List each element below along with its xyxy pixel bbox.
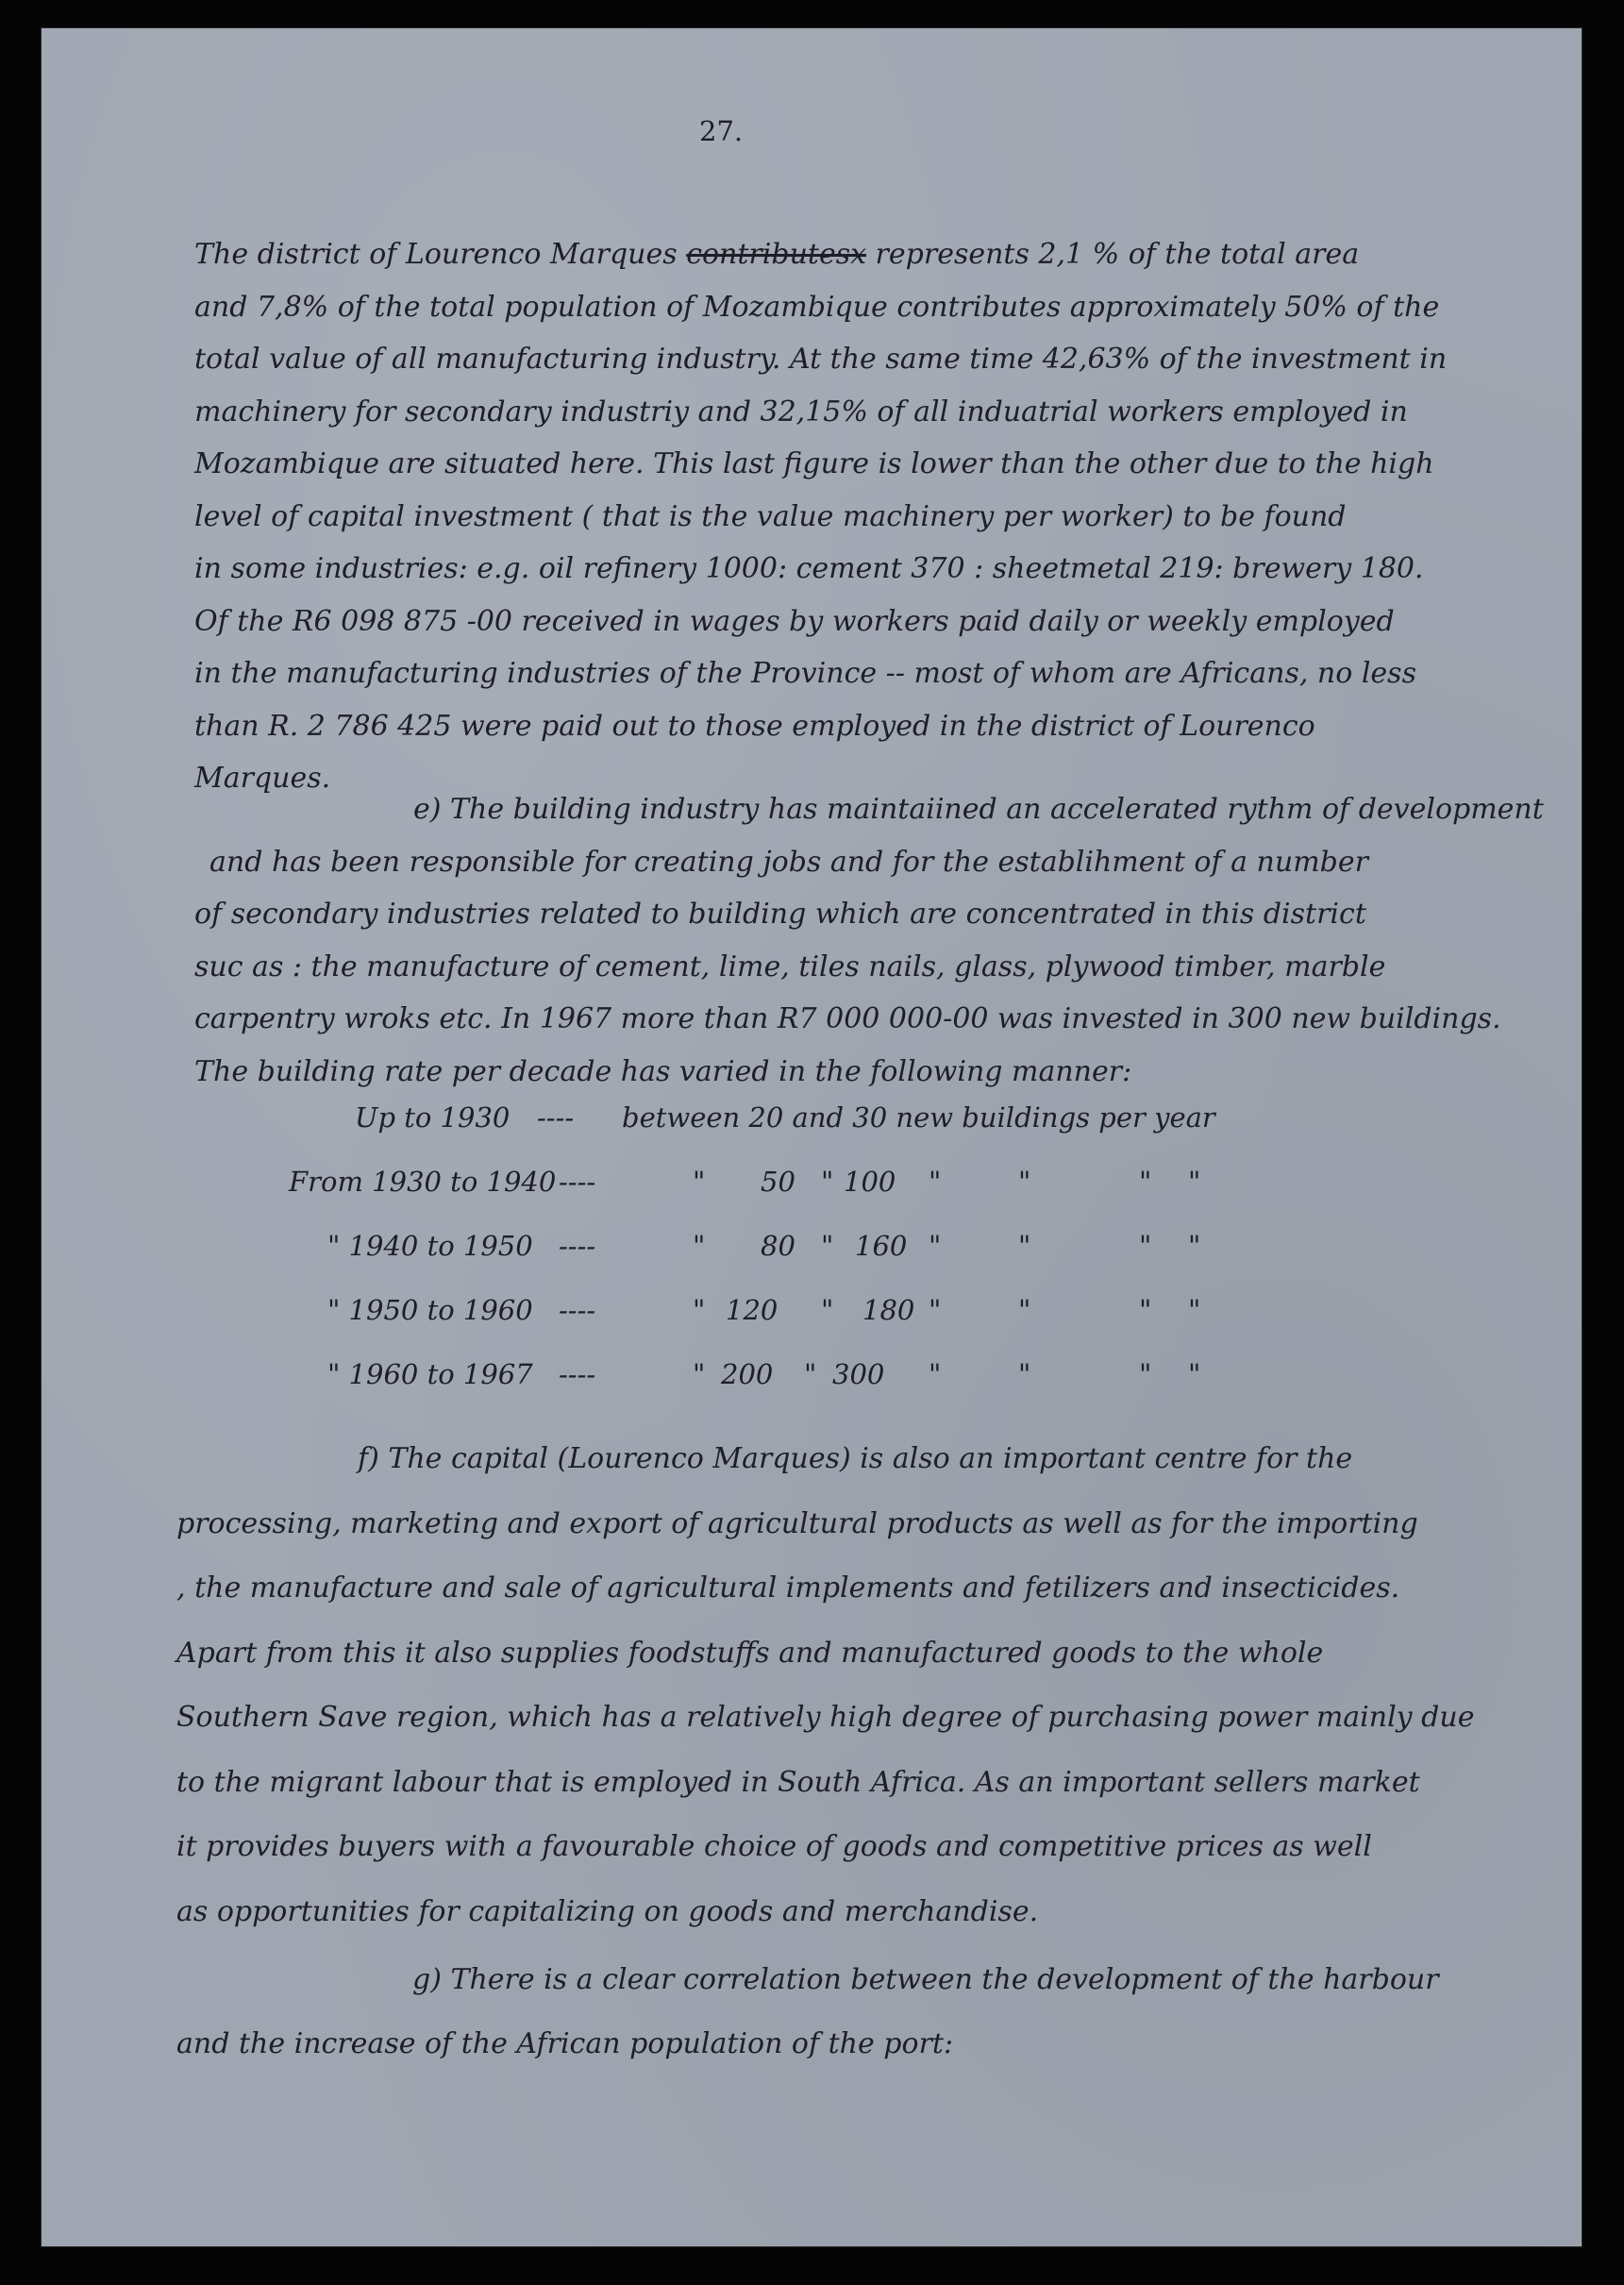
- ditto-mark: ": [1139, 1230, 1152, 1262]
- text-line: as opportunities for capitalizing on goods and merchandise.: [176, 1894, 1039, 1928]
- ditto-mark: ": [1139, 1294, 1152, 1326]
- table-row: [42, 1166, 1582, 1203]
- text-line: g) There is a clear correlation between the development of the harbour: [412, 1963, 1439, 1996]
- ditto-mark: ": [693, 1166, 706, 1198]
- table-cell-dash: ----: [559, 1358, 596, 1390]
- text-line: , the manufacture and sale of agricultural implements and fetilizers and insecticides.: [176, 1571, 1400, 1605]
- table-cell-description: between 20 and 30 new buildings per year: [622, 1101, 1215, 1134]
- ditto-mark: ": [693, 1358, 706, 1390]
- text-line: and 7,8% of the total population of Mozambique contributes approximately 50% of the: [194, 290, 1440, 324]
- text-line: f) The capital (Lourenco Marques) is also an important centre for the: [358, 1442, 1353, 1475]
- text-line: carpentry wroks etc. In 1967 more than R7 000 000-00 was invested in 300 new buildings.: [194, 1002, 1501, 1035]
- text-line: to the migrant labour that is employed in South Africa. As an important sellers market: [176, 1765, 1420, 1799]
- ditto-mark: ": [1188, 1230, 1201, 1262]
- ditto-mark: ": [1018, 1166, 1031, 1198]
- paragraph-district-economy: [194, 228, 1447, 805]
- text-line: and the increase of the African population of the port:: [176, 2027, 954, 2060]
- text-line: total value of all manufacturing industry. At the same time 42,63% of the investment in: [194, 343, 1448, 376]
- ditto-mark: ": [693, 1230, 706, 1262]
- ditto-mark: ": [693, 1294, 706, 1326]
- ditto-mark: ": [804, 1358, 817, 1390]
- text-line: it provides buyers with a favourable choice of goods and competitive prices as well: [176, 1830, 1372, 1863]
- table-cell-dash: ----: [559, 1166, 596, 1198]
- text-line: machinery for secondary industriy and 32,15% of all induatrial workers employed in: [194, 395, 1408, 428]
- struck-out-word: contributesx: [686, 238, 867, 271]
- text-line: [194, 228, 1447, 281]
- paragraph-building-industry: [194, 783, 1544, 1098]
- text-line: Of the R6 098 875 -00 received in wages by workers paid daily or weekly employed: [194, 604, 1395, 638]
- ditto-mark: ": [1188, 1294, 1201, 1326]
- ditto-mark: ": [821, 1166, 834, 1198]
- table-cell-low: 50: [761, 1166, 795, 1198]
- table-cell-low: 80: [761, 1230, 795, 1262]
- text-line: in the manufacturing industries of the Province -- most of whom are Africans, no less: [194, 657, 1416, 690]
- table-row: [42, 1294, 1582, 1332]
- ditto-mark: ": [929, 1166, 942, 1198]
- text-line: Mozambique are situated here. This last figure is lower than the other due to the high: [194, 447, 1434, 480]
- ditto-mark: ": [1018, 1230, 1031, 1262]
- ditto-mark: ": [1188, 1166, 1201, 1198]
- text-line: than R. 2 786 425 were paid out to those employed in the district of Lourenco: [194, 709, 1315, 743]
- table-cell-low: 120: [726, 1294, 779, 1326]
- text-line: of secondary industries related to building which are concentrated in this district: [194, 898, 1366, 931]
- paragraph-harbour-correlation: [176, 1948, 1439, 2076]
- table-cell-high: 300: [832, 1358, 885, 1390]
- table-cell-high: 180: [862, 1294, 915, 1326]
- text-line: and has been responsible for creating jobs and for the establihment of a number: [209, 845, 1368, 879]
- page-number: 27.: [699, 115, 744, 147]
- table-cell-dash: ----: [559, 1230, 596, 1262]
- text-line: Southern Save region, which has a relatively high degree of purchasing power mainly due: [176, 1701, 1475, 1734]
- ditto-mark: ": [929, 1294, 942, 1326]
- table-row: [42, 1358, 1582, 1396]
- table-cell-period: " 1940 to 1950: [327, 1230, 533, 1262]
- table-cell-dash: ----: [559, 1294, 596, 1326]
- ditto-mark: ": [1188, 1358, 1201, 1390]
- paragraph-capital-centre: [176, 1427, 1474, 1944]
- text-line: processing, marketing and export of agricultural products as well as for the importing: [176, 1506, 1418, 1540]
- table-cell-low: 200: [721, 1358, 774, 1390]
- ditto-mark: ": [929, 1230, 942, 1262]
- ditto-mark: ": [821, 1294, 834, 1326]
- ditto-mark: ": [1139, 1358, 1152, 1390]
- text-line: Marques.: [194, 762, 331, 795]
- table-cell-period: " 1950 to 1960: [327, 1294, 533, 1326]
- text-line: suc as : the manufacture of cement, lime, tiles nails, glass, plywood timber, marble: [194, 949, 1386, 983]
- text-line: The building rate per decade has varied in the following manner:: [194, 1054, 1132, 1088]
- table-cell-high: 100: [844, 1166, 896, 1198]
- text-line: level of capital investment ( that is the value machinery per worker) to be found: [194, 499, 1347, 533]
- text-segment: The district of Lourenco Marques: [194, 238, 687, 271]
- document-page: [42, 28, 1582, 2246]
- text-line: e) The building industry has maintaiined an accelerated rythm of development: [413, 793, 1544, 826]
- ditto-mark: ": [1018, 1358, 1031, 1390]
- table-cell-dash: ----: [537, 1101, 575, 1134]
- text-line: Apart from this it also supplies foodstuffs and manufactured goods to the whole: [176, 1636, 1324, 1670]
- table-cell-period: " 1960 to 1967: [327, 1358, 533, 1390]
- table-cell-period: Up to 1930: [355, 1101, 511, 1134]
- table-row: [42, 1230, 1582, 1268]
- table-cell-high: 160: [855, 1230, 908, 1262]
- ditto-mark: ": [821, 1230, 834, 1262]
- ditto-mark: ": [1139, 1166, 1152, 1198]
- text-line: in some industries: e.g. oil refinery 1000: cement 370 : sheetmetal 219: brewery 180.: [194, 552, 1424, 585]
- ditto-mark: ": [1018, 1294, 1031, 1326]
- table-row: [42, 1101, 1582, 1139]
- table-cell-period: From 1930 to 1940: [289, 1166, 557, 1198]
- text-segment: represents 2,1 % of the total area: [866, 238, 1360, 271]
- ditto-mark: ": [929, 1358, 942, 1390]
